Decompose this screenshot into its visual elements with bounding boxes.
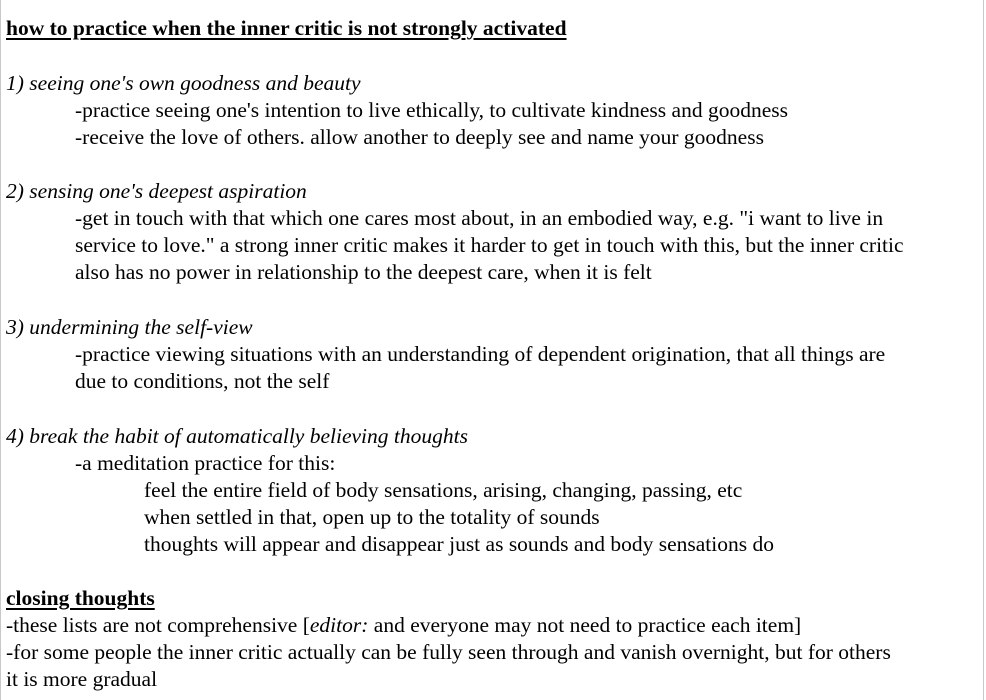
section-4-subline-2: when settled in that, open up to the totality of sounds	[144, 505, 600, 529]
section-3-line-1: -practice viewing situations with an understanding of dependent origination, that all things are	[75, 342, 886, 366]
closing-line-1-end: and everyone may not need to practice each item]	[368, 613, 802, 637]
section-3-heading: 3) undermining the self-view	[6, 315, 253, 339]
section-2-line-2: service to love." a strong inner critic makes it harder to get in touch with this, but the inner critic	[75, 233, 904, 257]
closing-line-3: it is more gradual	[6, 667, 158, 691]
section-2-line-1: -get in touch with that which one cares most about, in an embodied way, e.g. "i want to live in	[75, 206, 884, 230]
section-1-line-2: -receive the love of others. allow another to deeply see and name your goodness	[75, 125, 764, 149]
section-4-subline-3: thoughts will appear and disappear just as sounds and body sensations do	[144, 532, 774, 556]
closing-line-2: -for some people the inner critic actually can be fully seen through and vanish overnight, but for others	[6, 640, 891, 664]
section-3-line-2: due to conditions, not the self	[75, 369, 330, 393]
section-2-line-3: also has no power in relationship to the deepest care, when it is felt	[75, 260, 652, 284]
section-4-subline-1: feel the entire field of body sensations, arising, changing, passing, etc	[144, 478, 743, 502]
closing-line-1-start: -these lists are not comprehensive [	[6, 613, 310, 637]
closing-heading: closing thoughts	[6, 586, 155, 610]
section-2-heading: 2) sensing one's deepest aspiration	[6, 179, 307, 203]
section-1-line-1: -practice seeing one's intention to live ethically, to cultivate kindness and goodness	[75, 98, 788, 122]
closing-line-1	[6, 612, 801, 638]
section-4-line-1: -a meditation practice for this:	[75, 451, 336, 475]
section-4-heading: 4) break the habit of automatically believing thoughts	[6, 424, 468, 448]
section-1-heading: 1) seeing one's own goodness and beauty	[6, 71, 361, 95]
editor-note-label: editor:	[309, 613, 369, 637]
document-title: how to practice when the inner critic is not strongly activated	[6, 16, 567, 40]
